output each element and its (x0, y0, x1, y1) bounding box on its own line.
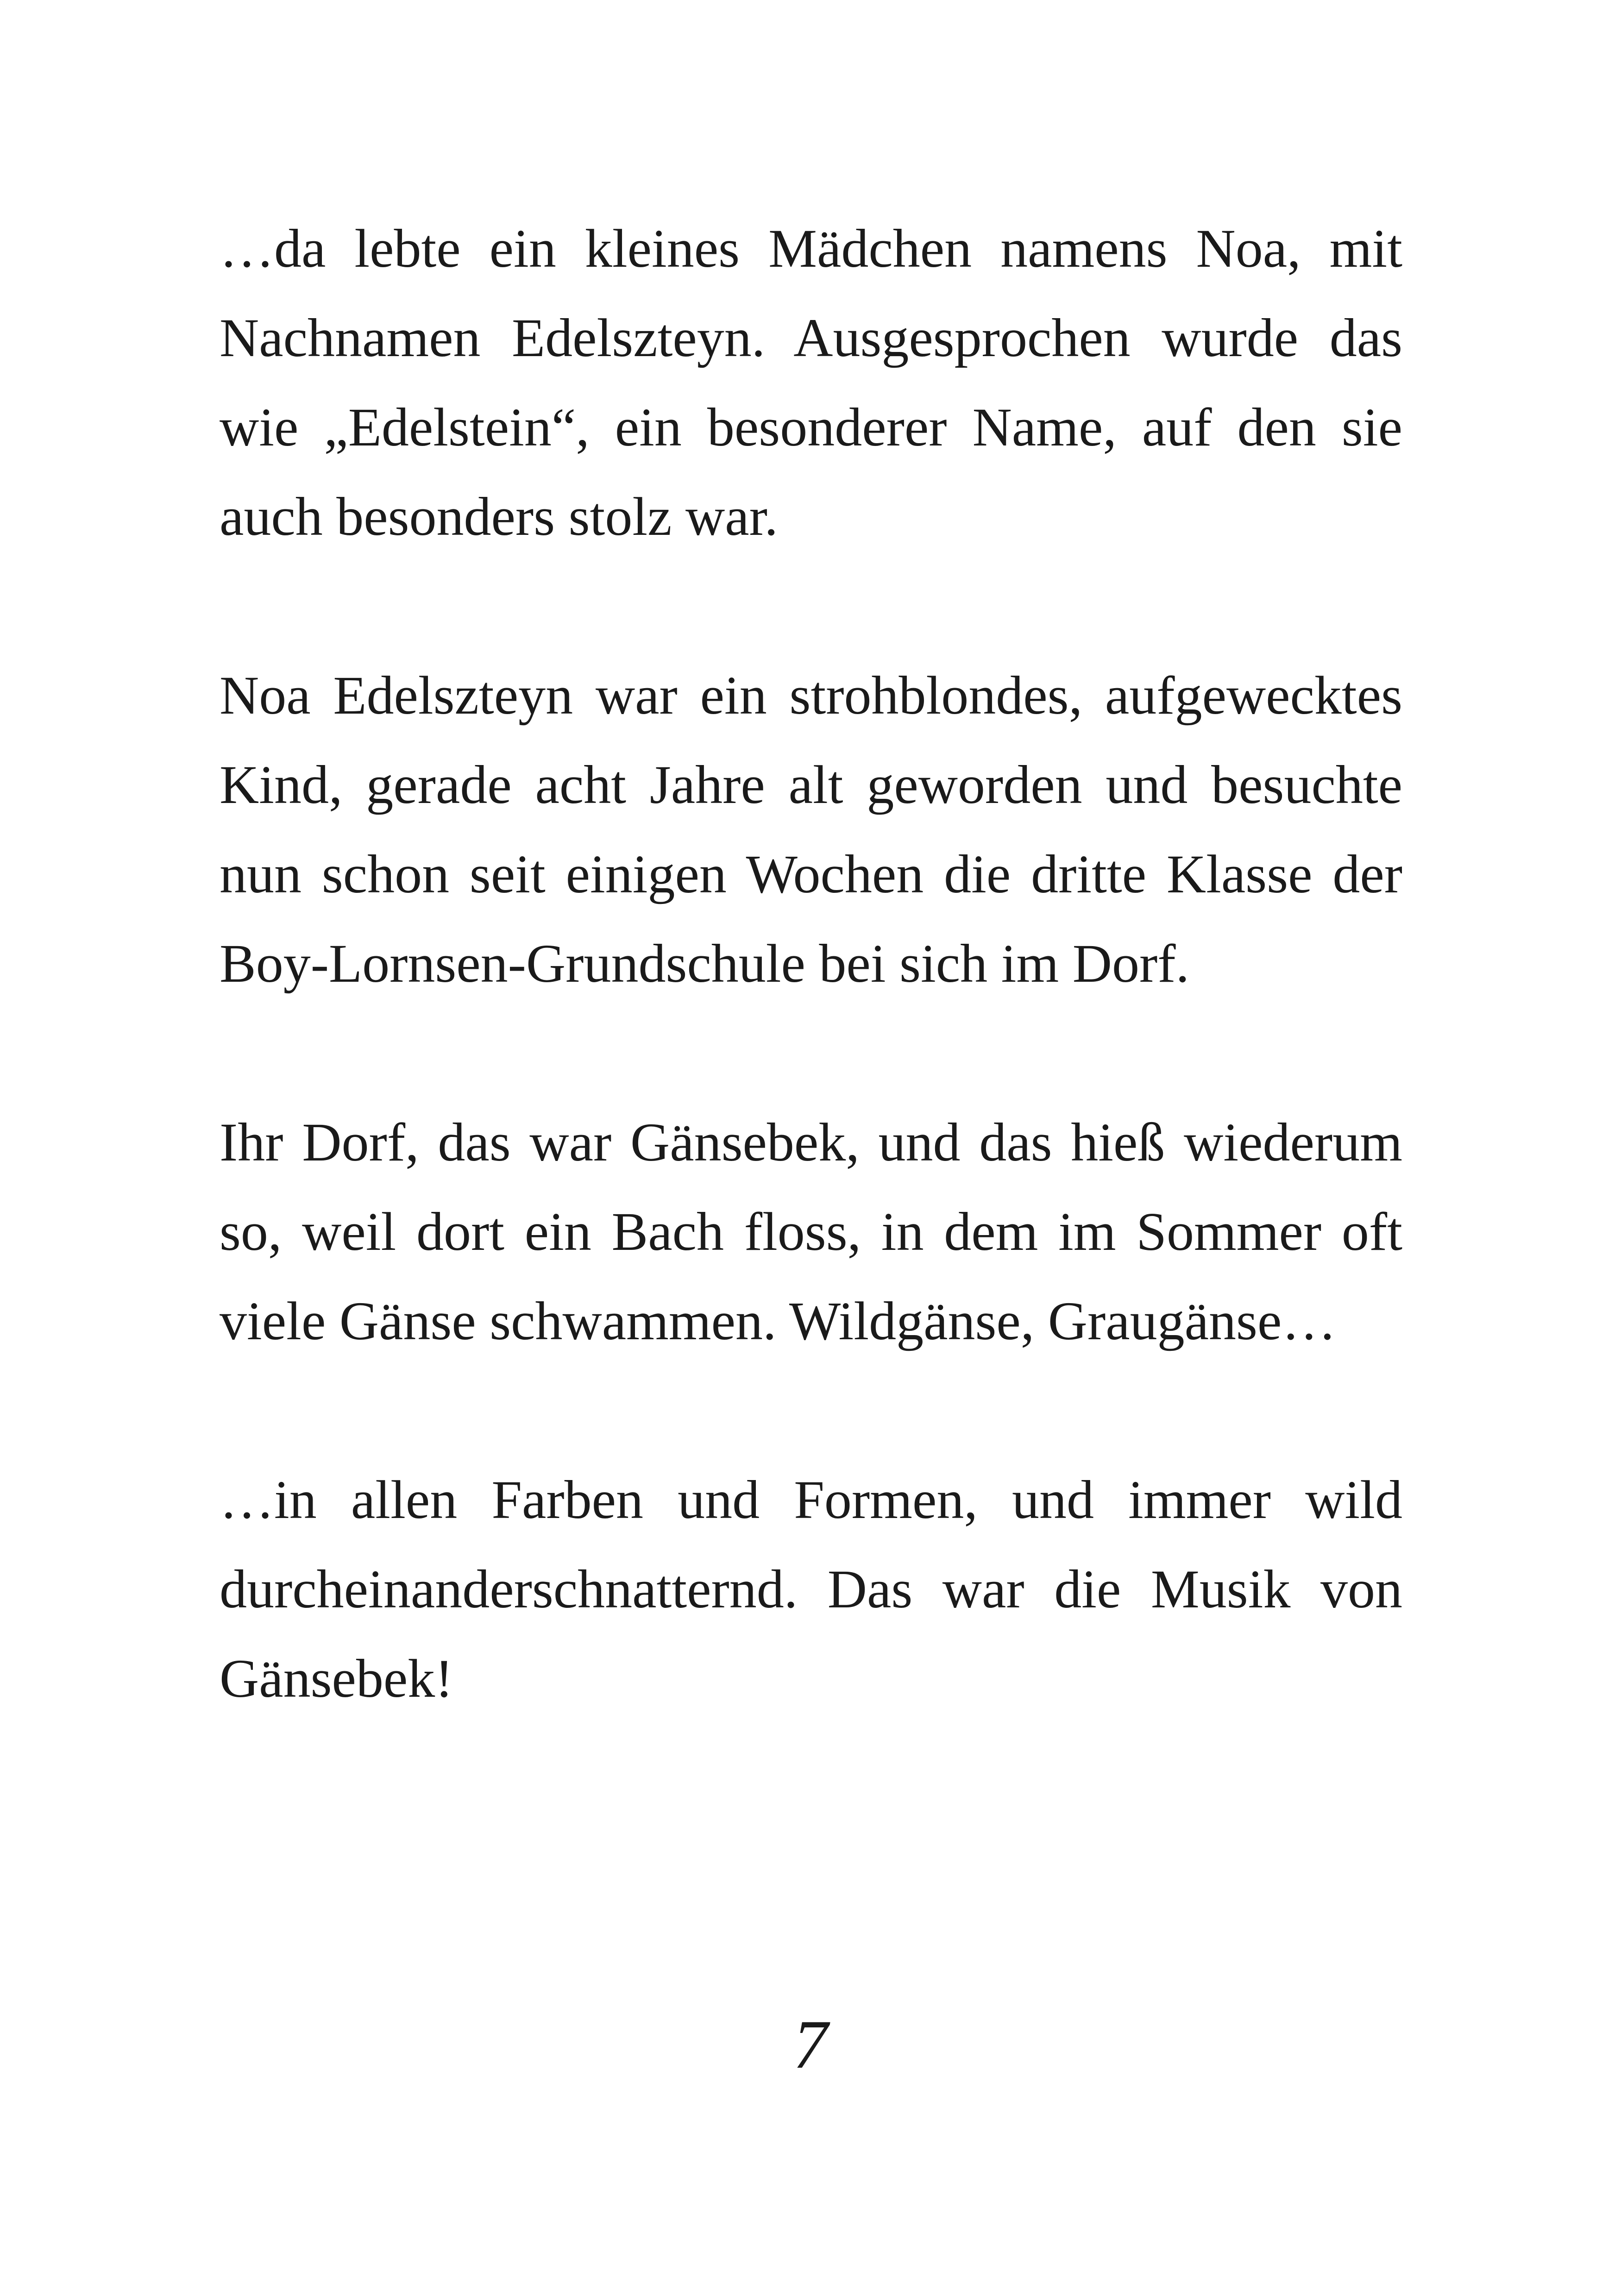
paragraph-1: …da lebte ein kleines Mädchen namens Noa, mit Nachnamen Edelszteyn. Ausgesprochen wurde das wie „Edelstein“, ein besonderer Name, auf den sie auch besonders stolz war. (220, 218, 1402, 547)
body-text (220, 204, 1402, 1723)
page-number: 7 (793, 2006, 828, 2083)
paragraph-2: Noa Edelszteyn war ein strohblondes, aufgewecktes Kind, gerade acht Jahre alt geworden und besuchte nun schon seit einigen Wochen die dritte Klasse der Boy-Lornsen-Grundschule bei sich im Dorf. (220, 665, 1402, 994)
paragraph-3: Ihr Dorf, das war Gänsebek, und das hieß wiederum so, weil dort ein Bach floss, in dem im Sommer oft viele Gänse schwammen. Wildgänse, Graugänse… (220, 1112, 1402, 1351)
paragraph-4: …in allen Farben und Formen, und immer wild durcheinanderschnatternd. Das war die Musik von Gänsebek! (220, 1469, 1402, 1709)
